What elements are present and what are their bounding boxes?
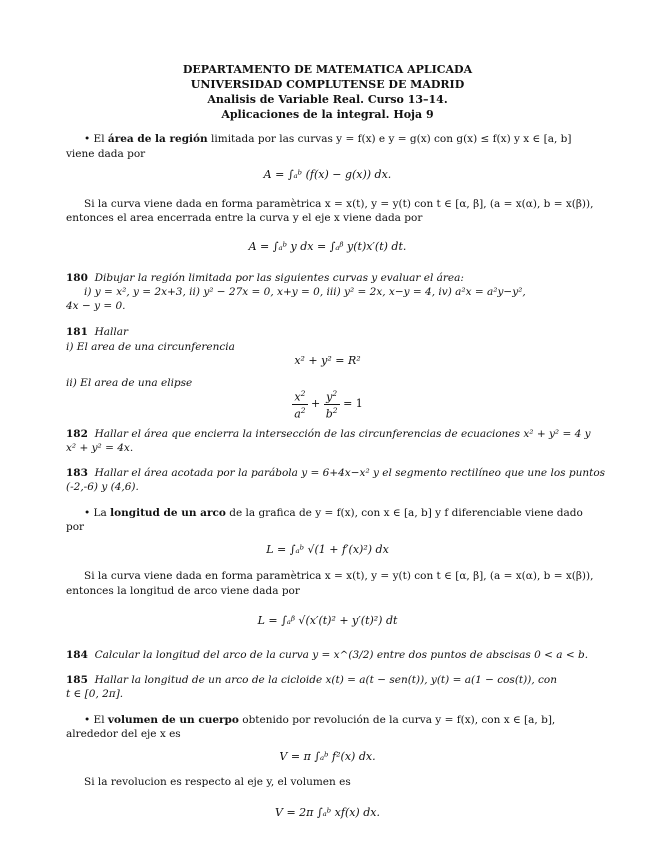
exercise-182-text: Hallar el área que encierra la intersección de las circunferencias de ecuaciones x² + y² = 4 y: [94, 428, 591, 440]
header-university: UNIVERSIDAD COMPLUTENSE DE MADRID: [190, 78, 465, 91]
exercise-182-text-cont: x² + y² = 4x.: [66, 442, 134, 454]
volume-y-axis-text: Si la revolucion es respecto al eje y, el volumen es: [84, 776, 351, 788]
exercise-180: [66, 272, 464, 285]
area-param-line-2: entonces el area encerrada entre la curva y el eje x viene dada por: [66, 212, 423, 224]
exercise-182-number: 182: [66, 428, 88, 440]
length-bullet-pre: • La: [84, 507, 111, 519]
volume-bullet-bold: volumen de un cuerpo: [107, 714, 239, 726]
area-formula-2: A = ∫ₐᵇ y dx = ∫ₐᵝ y(t)x′(t) dt.: [248, 240, 407, 253]
exercise-183: [66, 467, 605, 480]
length-param-line-1: Si la curva viene dada en forma paramètrica x = x(t), y = y(t) con t ∈ [α, β], (a = x(α), b = x(β)),: [84, 570, 594, 582]
exercise-184-text: Calcular la longitud del arco de la curva y = x^(3/2) entre dos puntos de abscisas 0 < a < b.: [94, 649, 589, 661]
area-formula-1: A = ∫ₐᵇ (f(x) − g(x)) dx.: [263, 168, 392, 181]
ellipse-equation: $\frac{x^2}{a^2}$ + $\frac{y^2}{b^2}$ = 1: [294, 389, 363, 421]
volume-formula-2: V = 2π ∫ₐᵇ xf(x) dx.: [275, 806, 380, 819]
exercise-180-text: Dibujar la región limitada por las siguientes curvas y evaluar el área:: [94, 272, 464, 284]
exercise-183-text-cont: (-2,-6) y (4,6).: [66, 481, 139, 493]
exercise-183-number: 183: [66, 467, 88, 479]
exercise-185-text-cont: t ∈ [0, 2π].: [66, 688, 124, 700]
exercise-185: [66, 674, 557, 687]
exercise-182: [66, 428, 591, 441]
area-bullet-bold: área de la región: [107, 133, 208, 145]
length-formula-1: L = ∫ₐᵇ √(1 + f′(x)²) dx: [266, 543, 389, 556]
exercise-180-number: 180: [66, 272, 88, 284]
volume-formula-1: V = π ∫ₐᵇ f²(x) dx.: [279, 750, 376, 763]
exercise-184: [66, 649, 588, 662]
exercise-184-number: 184: [66, 649, 88, 661]
header-course: Analisis de Variable Real. Curso 13–14.: [207, 93, 448, 106]
exercise-181-i: i) El area de una circunferencia: [66, 341, 235, 353]
volume-bullet-post: obtenido por revolución de la curva y = f(x), con x ∈ [a, b],: [238, 714, 556, 726]
length-bullet-post: de la grafica de y = f(x), con x ∈ [a, b] y f diferenciable viene dado: [225, 507, 583, 519]
exercise-183-text: Hallar el área acotada por la parábola y = 6+4x−x² y el segmento rectilíneo que une los puntos: [94, 467, 606, 479]
length-formula-2: L = ∫ₐᵝ √(x′(t)² + y′(t)²) dt: [257, 614, 398, 627]
header-department: DEPARTAMENTO DE MATEMATICA APLICADA: [182, 63, 473, 76]
circle-equation: x² + y² = R²: [294, 354, 361, 367]
length-definition-cont: por: [66, 521, 85, 533]
length-param-line-2: entonces la longitud de arco viene dada por: [66, 585, 300, 597]
length-bullet-bold: longitud de un arco: [110, 507, 226, 519]
exercise-181-ii: ii) El area de una elipse: [66, 377, 193, 389]
area-bullet-pre: • El: [84, 133, 108, 145]
volume-definition: [84, 714, 555, 727]
length-definition: [84, 507, 583, 520]
volume-bullet-pre: • El: [84, 714, 108, 726]
exercise-181-text: Hallar: [94, 326, 129, 338]
area-definition: [84, 133, 572, 146]
area-definition-cont: viene dada por: [66, 148, 146, 160]
exercise-181: [66, 326, 128, 339]
exercise-185-text: Hallar la longitud de un arco de la cicloide x(t) = a(t − sen(t)), y(t) = a(1 − cos(t)), con: [94, 674, 557, 686]
volume-definition-cont: alrededor del eje x es: [66, 728, 181, 740]
exercise-181-number: 181: [66, 326, 88, 338]
exercise-185-number: 185: [66, 674, 88, 686]
exercise-180-items-cont: 4x − y = 0.: [66, 300, 126, 312]
area-bullet-post: limitada por las curvas y = f(x) e y = g(x) con g(x) ≤ f(x) y x ∈ [a, b]: [207, 133, 572, 145]
exercise-180-items: i) y = x², y = 2x+3, ii) y² − 27x = 0, x+y = 0, iii) y² = 2x, x−y = 4, iv) a²x = a²y−y²,: [84, 286, 526, 298]
area-param-line-1: Si la curva viene dada en forma paramètrica x = x(t), y = y(t) con t ∈ [α, β], (a = x(α), b = x(β)),: [84, 198, 594, 210]
header-sheet-title: Aplicaciones de la integral. Hoja 9: [221, 108, 434, 121]
